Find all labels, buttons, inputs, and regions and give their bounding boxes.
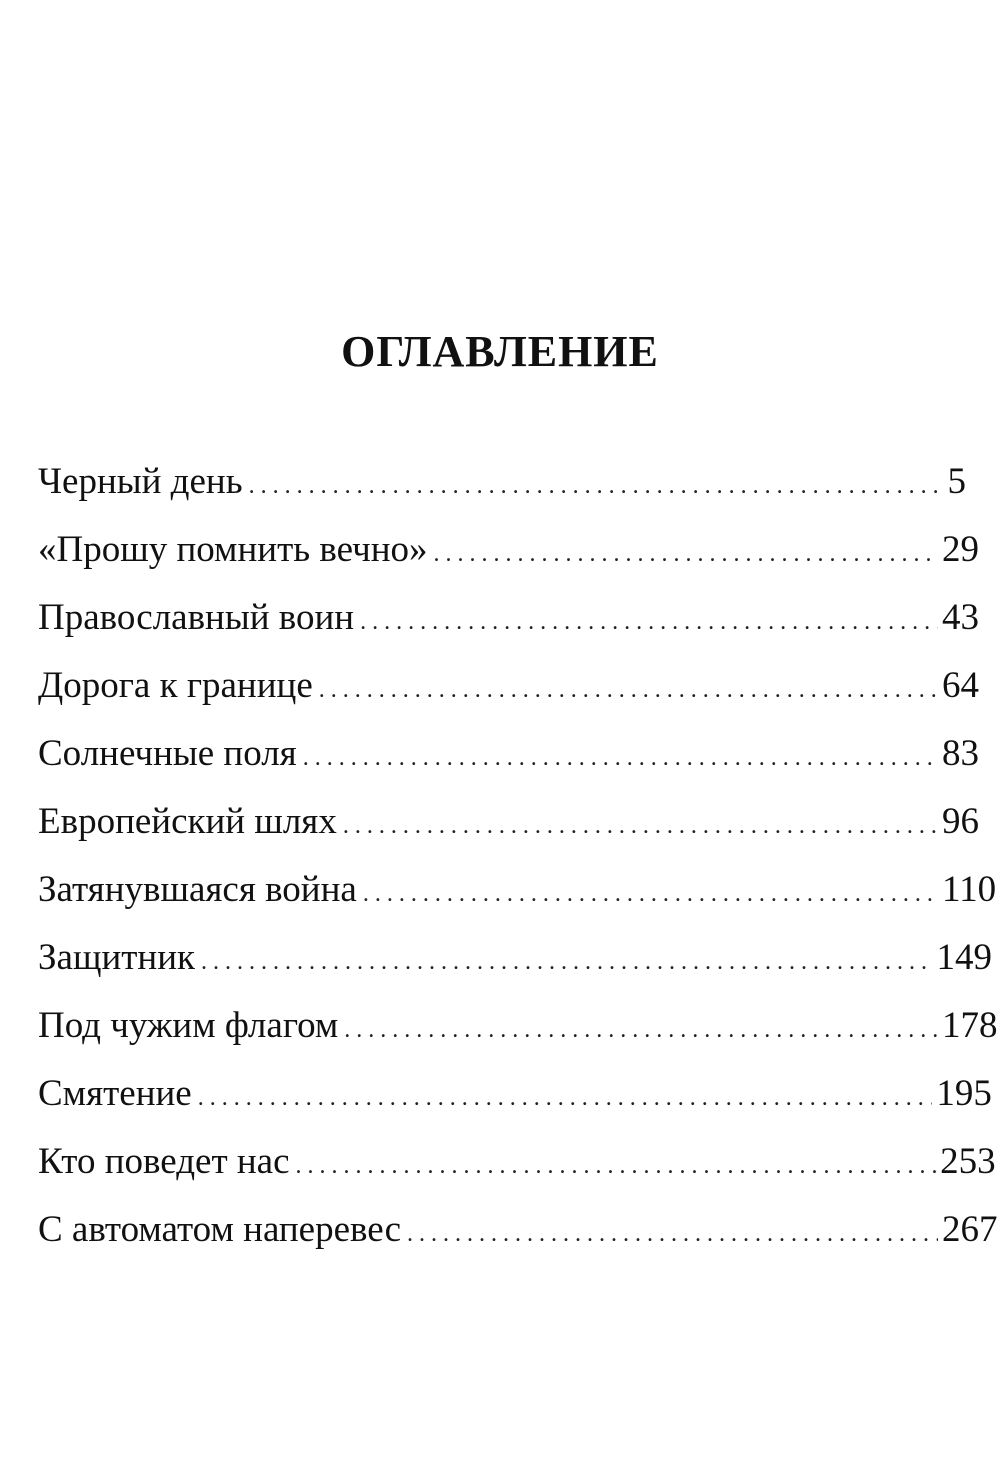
toc-entry-title: С автоматом наперевес [38,1209,402,1250]
toc-entry [38,788,979,856]
toc-entry-title: Затянувшаяся война [38,869,357,910]
toc-entry [38,652,979,720]
toc-entry-title: Солнечные поля [38,733,297,774]
toc-entry [38,1060,992,1128]
dot-leader [303,724,938,792]
toc-entry [38,1128,996,1196]
dot-leader [363,860,938,928]
toc-entry [38,856,997,924]
toc-entry [38,924,992,992]
table-of-contents [38,448,998,1264]
dot-leader [344,996,938,1064]
toc-entry-page: 5 [947,461,966,502]
toc-entry-page: 267 [942,1209,998,1250]
toc-entry-title: Европейский шлях [38,801,337,842]
toc-entry-page: 178 [942,1005,998,1046]
dot-leader [407,1200,938,1268]
toc-entry-page: 149 [936,937,992,978]
toc-entry-title: Кто поведет нас [38,1141,290,1182]
toc-entry-page: 96 [942,801,979,842]
toc-entry-title: Православный воин [38,597,355,638]
dot-leader [296,1132,937,1200]
toc-entry [38,584,979,652]
toc-entry-page: 83 [942,733,979,774]
toc-entry-title: Защитник [38,937,195,978]
toc-entry-page: 64 [942,665,979,706]
toc-entry-page: 43 [942,597,979,638]
dot-leader [249,452,938,520]
toc-entry-page: 253 [940,1141,996,1182]
toc-entry-title: «Прошу помнить вечно» [38,529,428,570]
toc-entry [38,516,979,584]
dot-leader [434,520,938,588]
toc-entry-title: Дорога к границе [38,665,313,706]
toc-entry [38,992,998,1060]
toc-entry-page: 29 [942,529,979,570]
dot-leader [198,1064,933,1132]
toc-entry [38,448,966,516]
toc-entry-title: Смятение [38,1073,192,1114]
page-title: ОГЛАВЛЕНИЕ [341,327,659,376]
dot-leader [201,928,932,996]
toc-entry-page: 195 [936,1073,992,1114]
toc-entry-title: Под чужим флагом [38,1005,339,1046]
toc-entry [38,720,979,788]
dot-leader [343,792,938,860]
toc-entry-title: Черный день [38,461,243,502]
toc-entry-page: 110 [942,869,997,910]
dot-leader [360,588,938,656]
dot-leader [319,656,938,724]
toc-entry [38,1196,998,1264]
